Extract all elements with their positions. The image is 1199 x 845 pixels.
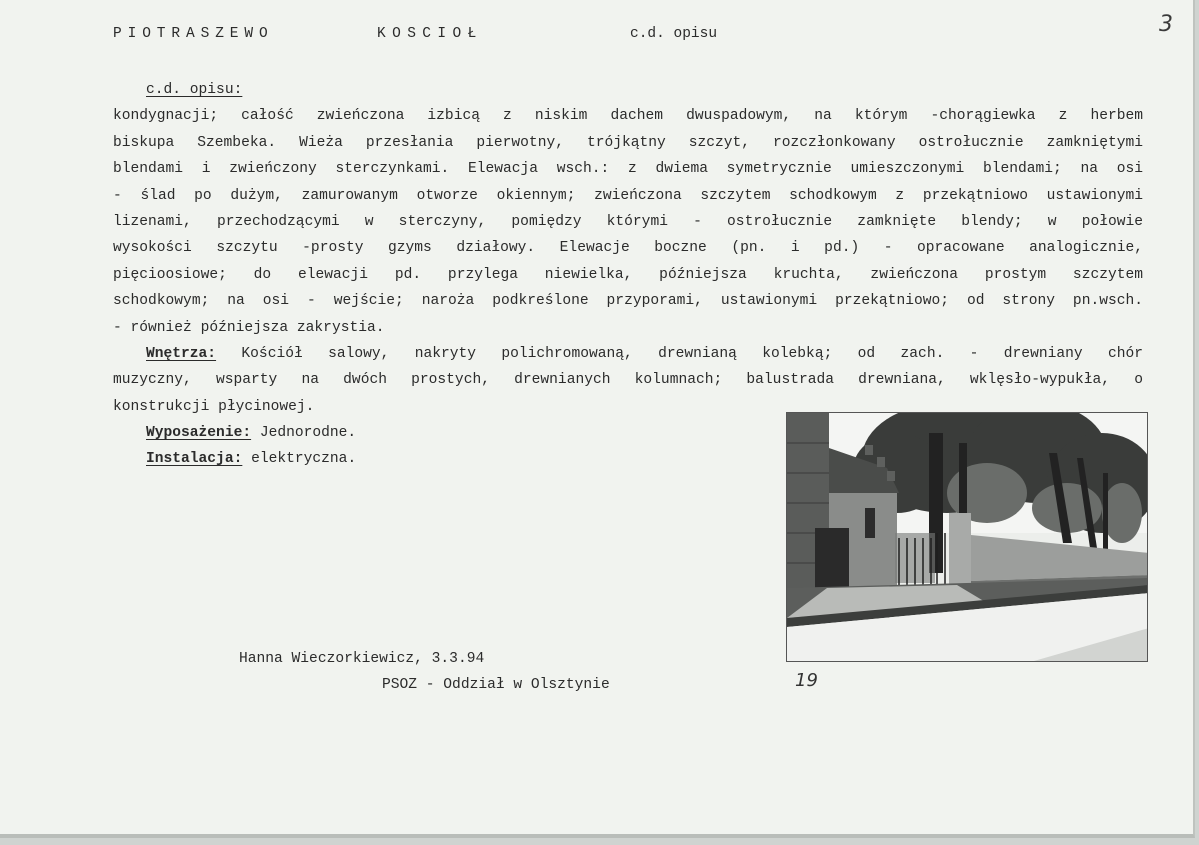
page-number: 3 [1159,12,1173,37]
description-line: - ślad po dużym, zamurowanym otworze okiennym; zwieńczona szczytem schodkowym z przekątniowo ustawionymi [113,187,1143,204]
description-line: biskupa Szembeka. Wieża przesłania pierwotny, trójkątny szczyt, rozczłonkowany ostrołucznie zamkniętymi [113,134,1143,151]
church-photo-drawing [787,413,1148,662]
interior-line: muzyczny, wsparty na dwóch prostych, drewnianych kolumnach; balustrada drewniana, wklęsło-wypukła, o [113,372,1143,389]
interior-label: Wnętrza: [146,345,217,362]
page-header [113,26,1113,46]
header-continuation: c.d. opisu [630,26,718,42]
organization: PSOZ - Oddział w Olsztynie [382,677,610,693]
description-line: pięcioosiowe; do elewacji pd. przylega niewielka, późniejsza kruchta, zwieńczona prostym szczytem [113,266,1143,283]
furnishings-value: Jednorodne. [259,425,357,442]
description-line: - również późniejsza zakrystia. [113,319,385,336]
interior-line: konstrukcji płycinowej. [113,398,315,415]
furnishings-label: Wyposażenie: [146,425,252,442]
description-line: kondygnacji; całość zwieńczona izbicą z niskim dachem dwuspadowym, na którym -chorągiewka z herbem [113,108,1143,125]
continuation-heading: c.d. opisu: [146,82,243,98]
interior-first-line [113,341,1143,367]
header-object: KOSCIOŁ [377,26,483,42]
photo-number: 19 [795,670,818,691]
description-line: wysokości szczytu -prosty gzyms działowy. Elewacje boczne (pn. i pd.) - opracowane analogicznie, [113,240,1143,257]
header-place: PIOTRASZEWO [113,26,274,42]
description-line: schodkowym; na osi - wejście; naroża podkreślone przyporami, ustawionymi przekątniowo; od strony pn.wsch. [113,293,1143,310]
installation-value: elektryczna. [251,451,357,468]
description-line: blendami i zwieńczony sterczynkami. Elewacja wsch.: z dwiema symetrycznie umieszczonymi blendami; na osi [113,161,1143,178]
church-photo [786,412,1148,662]
section-heading [113,77,1143,103]
interior-text: Kościół salowy, nakryty polichromowaną, drewnianą kolebką; od zach. - drewniany chór [241,345,1143,362]
installation-label: Instalacja: [146,451,243,468]
description-line: lizenami, przechodzącymi w sterczyny, pomiędzy którymi - ostrołucznie zamknięte blendy; w połowie [113,213,1143,230]
author-signature: Hanna Wieczorkiewicz, 3.3.94 [239,651,485,667]
